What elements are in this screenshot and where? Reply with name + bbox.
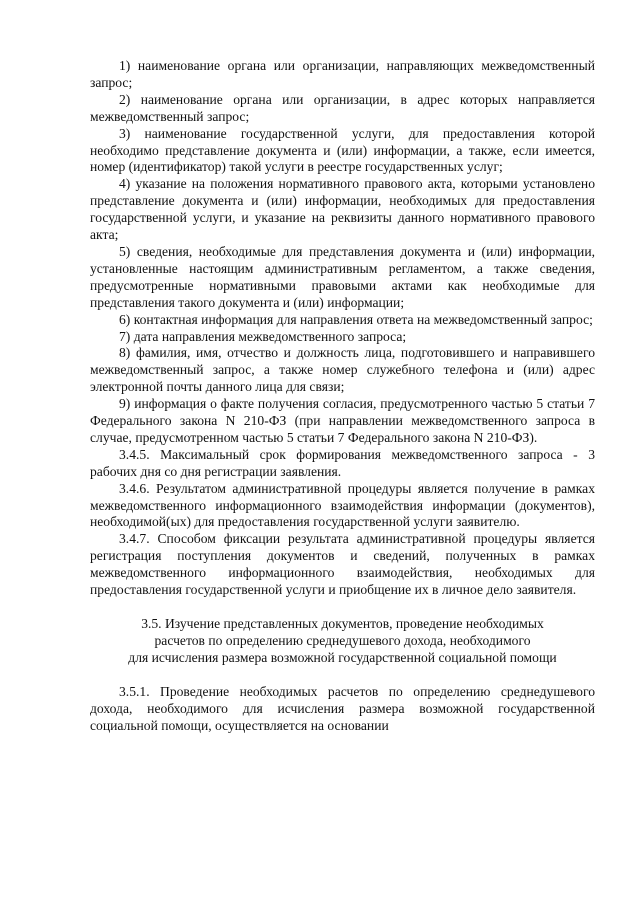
paragraph-3-5-1: 3.5.1. Проведение необходимых расчетов по определению среднедушевого дохода, необходимого для исчисления размера возможной государственной социальной помощи, осуществляется на основании: [90, 683, 595, 733]
section-heading-line-2: расчетов по определению среднедушевого дохода, необходимого: [154, 632, 531, 648]
section-heading-line-3: для исчисления размера возможной государственной социальной помощи: [128, 649, 557, 665]
list-item-6: 6) контактная информация для направления ответа на межведомственный запрос;: [119, 311, 593, 327]
list-item-7: 7) дата направления межведомственного запроса;: [119, 328, 407, 344]
paragraph-3-4-7: 3.4.7. Способом фиксации результата административной процедуры является регистрация поступления документов и сведений, полученных в рамках межведомственного информационного взаимодействия, необходимых для предоставления государственной услуги и приобщение их в личное дело заявителя.: [90, 531, 595, 598]
list-item-4: 4) указание на положения нормативного правового акта, которыми установлено представление документа и (или) информации, необходимых для предоставления государственной услуги, и указание на реквизиты данного нормативного правового акта;: [90, 176, 595, 243]
section-heading-3-5: [90, 616, 595, 667]
document-page: [90, 58, 595, 734]
list-item-8: 8) фамилия, имя, отчество и должность лица, подготовившего и направившего межведомственный запрос, а также номер служебного телефона и (или) адрес электронной почты данного лица для связи;: [90, 345, 595, 395]
section-heading-line-1: 3.5. Изучение представленных документов, проведение необходимых: [141, 616, 544, 631]
list-item-1: 1) наименование органа или организации, направляющих межведомственный запрос;: [90, 58, 595, 90]
paragraph-3-4-5: 3.4.5. Максимальный срок формирования межведомственного запроса - 3 рабочих дня со дня регистрации заявления.: [90, 446, 595, 479]
paragraph-3-4-6: 3.4.6. Результатом административной процедуры является получение в рамках межведомственного информационного взаимодействия информации (документов), необходимой(ых) для предоставления государственной услуги заявителю.: [90, 480, 595, 530]
list-item-5: 5) сведения, необходимые для представления документа и (или) информации, установленные настоящим административным регламентом, а также сведения, предусмотренные нормативными правовыми актами как необходимые для представления такого документа и (или) информации;: [90, 243, 595, 310]
list-item-9: 9) информация о факте получения согласия, предусмотренного частью 5 статьи 7 Федерального закона N 210-ФЗ (при направлении межведомственного запроса в случае, предусмотренном частью 5 статьи 7 Федерального закона N 210-ФЗ).: [90, 396, 595, 445]
list-item-2: 2) наименование органа или организации, в адрес которых направляется межведомственный запрос;: [90, 91, 595, 124]
list-item-3: 3) наименование государственной услуги, для предоставления которой необходимо представление документа и (или) информации, а также, если имеется, номер (идентификатор) такой услуги в реестре государственных услуг;: [90, 125, 595, 175]
